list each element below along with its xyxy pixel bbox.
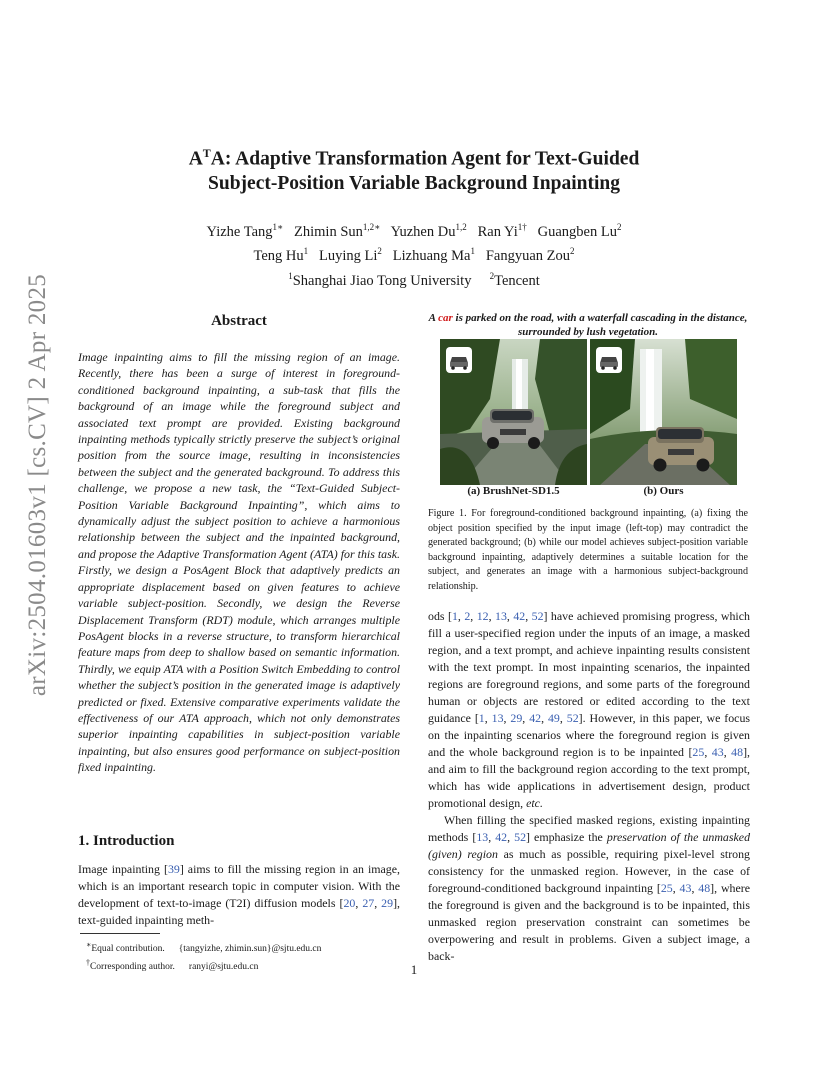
text-run: ], where the foreground is given and the background is to be inpainted, this unmasked region preservation constraint can sometimes be overpowering and result in problems. Given a subject image, a back- (428, 881, 751, 963)
footnote-rule (80, 933, 160, 934)
citation-link[interactable]: 1 (478, 711, 485, 725)
affiliation: Shanghai Jiao Tong University (292, 272, 472, 289)
text-run: , (559, 711, 567, 725)
author-affil-mark: 1† (517, 222, 527, 232)
text-run: , (484, 711, 492, 725)
citation-link[interactable]: 52 (514, 830, 527, 844)
text-run: When filling the specified masked regions, existing inpainting methods [ (428, 813, 750, 844)
citation-link[interactable]: 13 (476, 830, 489, 844)
text-run: , (470, 609, 477, 623)
text-run: ]. However, in this paper, we focus on the inpainting scenarios where the foreground region is given and the whole background region is to be inpainted [ (428, 711, 751, 759)
author-affil-mark: 1 (470, 246, 475, 257)
text-run: , (507, 830, 515, 844)
text-run: , (488, 830, 496, 844)
title-prefix: A (188, 148, 203, 170)
text-run: , (525, 609, 532, 623)
author-affil-mark: 2 (616, 222, 622, 232)
citation-link[interactable]: 25 (660, 881, 673, 895)
page-number: 1 (410, 962, 418, 977)
text-run: ], text-guided inpainting meth- (78, 896, 400, 927)
text-run: , (723, 745, 732, 759)
right-column-text (428, 608, 750, 965)
citation-link[interactable]: 42 (495, 830, 508, 844)
text-run: ] emphasize the (526, 830, 607, 844)
text-run: preservation of the unmasked (given) region (428, 830, 751, 861)
footnote-email: {tangyizhe, zhimin.sun}@sjtu.edu.cn (178, 944, 322, 955)
affiliation-mark: 2 (489, 270, 495, 281)
text-run: etc. (526, 796, 543, 810)
citation-link[interactable]: 52 (566, 711, 579, 725)
author-block (80, 218, 748, 291)
text-run: , (704, 745, 712, 759)
footnote-mark: † (86, 958, 90, 968)
author-affil-mark: 2 (570, 246, 575, 257)
author-name: Luying Li (318, 248, 378, 265)
abstract-text: Image inpainting aims to fill the missing region of an image. Recently, there has been a surge of interest in foreground-conditioned background inpainting, a sub-task that fills the background of an image while the foreground subject and associated text prompt are provided. Existing background inpainting methods typically strictly preserve the subject’s original position from the source image, resulting in inconsistencies between the subject and the generated background. To address this challenge, we propose a new task, the “Text-Guided Subject-Position Variable Background Inpainting”, which aims to dynamically adjust the subject position to achieve a harmonious relationship between the subject and the inpainted background, and propose the Adaptive Transformation Agent (ATA) for this task. Firstly, we design a PosAgent Block that adaptively predicts an appropriate displacement based on given features to achieve variable subject-position. Secondly, we design the Reverse Displacement Transform (RDT) module, which arranges multiple PosAgent blocks in a reverse structure, to transform hierarchical feature maps from deep to shallow based on semantic information. Thirdly, we equip ATA with a Position Switch Embedding to control whether the subject’s position in the generated image is adaptively predicted or fixed. Extensive comparative experiments validate the effectiveness of our ATA approach, which not only demonstrates superior inpainting capabilities in subject-position variable inpainting, but also ensures good performance on subject-position fixed inpainting. (78, 350, 400, 775)
text-run: , (355, 896, 363, 910)
footnote-email: ranyi@sjtu.edu.cn (188, 962, 259, 973)
text-run: as much as possible, requiring pixel-level strong consistency for the unmasked region. However, in the case of foreground-conditioned background inpainting [ (428, 847, 751, 895)
citation-link[interactable]: 52 (531, 609, 544, 623)
citation-link[interactable]: 43 (711, 745, 724, 759)
title-line2: Subject-Position Variable Background Inpainting (208, 172, 620, 194)
author-name: Yizhe Tang (206, 223, 273, 240)
prompt-keyword: car (438, 312, 453, 324)
author-affil-mark: 1 (303, 246, 309, 257)
author-affil-mark: 1,2∗ (362, 222, 381, 232)
text-run: ] aims to fill the missing region in an image, which is an important research topic in computer vision. With the development of text-to-image (T2I) diffusion models [ (78, 862, 400, 910)
figure-image-ours (590, 339, 737, 485)
citation-link[interactable]: 12 (476, 609, 489, 623)
figure-label-b: (b) Ours (643, 485, 684, 497)
prompt-text: is parked on the road, with a waterfall cascading in the distance, surrounded by lush vegetation. (452, 312, 748, 338)
section-heading-introduction: 1. Introduction (78, 833, 175, 849)
title-sup: T (202, 146, 211, 160)
text-run: Image inpainting [ (78, 862, 168, 876)
text-run: , (374, 896, 382, 910)
text-run: , (522, 711, 530, 725)
car-icon (446, 347, 472, 373)
citation-link[interactable]: 42 (513, 609, 526, 623)
author-name: Zhimin Sun (294, 223, 363, 240)
arxiv-sidebar (18, 273, 58, 697)
citation-link[interactable]: 25 (692, 745, 705, 759)
citation-link[interactable]: 42 (529, 711, 542, 725)
affiliation-mark: 1 (288, 270, 293, 281)
text-run: , (506, 609, 514, 623)
citation-link[interactable]: 48 (731, 745, 744, 759)
text-run: ] have achieved promising progress, which fill a user-specified region under the inputs of an image, a masked region, and a text prompt, and achieve inpainting results consistent with the text prompt. In most inpainting scenarios, the inpainted regions are foreground regions, and some parts of the foreground human or objects are restored or edited according to the text guidance [ (428, 609, 750, 725)
citation-link[interactable]: 1 (451, 609, 458, 623)
author-affil-mark: 1∗ (272, 222, 284, 232)
text-run: , (457, 609, 465, 623)
author-affil-mark: 1,2 (455, 222, 467, 232)
paper-title (80, 141, 748, 196)
text-run: , (488, 609, 495, 623)
citation-link[interactable]: 27 (362, 896, 375, 910)
citation-link[interactable]: 39 (167, 862, 180, 876)
citation-link[interactable]: 20 (343, 896, 356, 910)
author-name: Yuzhen Du (390, 223, 456, 240)
footnote-mark: ∗ (86, 940, 92, 949)
text-run: , (541, 711, 548, 725)
figure-image-brushnet (440, 339, 587, 485)
arxiv-id: arXiv:2504.01603v1 [cs.CV] 2 Apr 2025 (24, 273, 51, 697)
author-name: Fangyuan Zou (485, 248, 571, 265)
figure-label-a: (a) BrushNet-SD1.5 (467, 485, 560, 497)
figure-caption: Figure 1. For foreground-conditioned background inpainting, (a) fixing the object position specified by the input image (left-top) may contradict the generated background; (b) while our model achieves subject-position variable background inpainting, adaptively determines a suitable location for the subject, and generates an image with a harmonious subject-background relationship. (428, 508, 748, 592)
author-name: Guangben Lu (537, 223, 617, 240)
author-affil-mark: 2 (377, 246, 382, 257)
citation-link[interactable]: 2 (464, 609, 471, 623)
author-name: Ran Yi (477, 223, 518, 240)
text-run: , (691, 881, 699, 895)
citation-link[interactable]: 48 (698, 881, 711, 895)
citation-link[interactable]: 43 (679, 881, 692, 895)
title-line1: A: Adaptive Transformation Agent for Text-Guided (210, 148, 640, 170)
citation-link[interactable]: 13 (495, 609, 507, 623)
figure-prompt (428, 312, 748, 339)
intro-paragraph (78, 861, 400, 929)
affiliation: Tencent (494, 272, 540, 289)
author-name: Lizhuang Ma (392, 248, 471, 265)
prompt-text: A (428, 312, 439, 324)
paragraph (428, 608, 750, 812)
car-icon (596, 347, 622, 373)
footnote-label: Equal contribution. (91, 944, 165, 955)
citation-link[interactable]: 49 (547, 711, 560, 725)
citation-link[interactable]: 29 (381, 896, 394, 910)
text-run: ], and aim to fill the background region according to the text prompt, which has wide applications in advertisement design, product promotional design, (428, 745, 750, 810)
text-run: ods [ (428, 609, 452, 623)
footnote-label: Corresponding author. (89, 962, 175, 973)
abstract-heading: Abstract (211, 313, 267, 329)
citation-link[interactable]: 13 (491, 711, 504, 725)
citation-link[interactable]: 29 (510, 711, 523, 725)
paragraph (428, 812, 750, 965)
text-run: , (672, 881, 680, 895)
text-run: , (503, 711, 511, 725)
author-name: Teng Hu (253, 248, 304, 265)
